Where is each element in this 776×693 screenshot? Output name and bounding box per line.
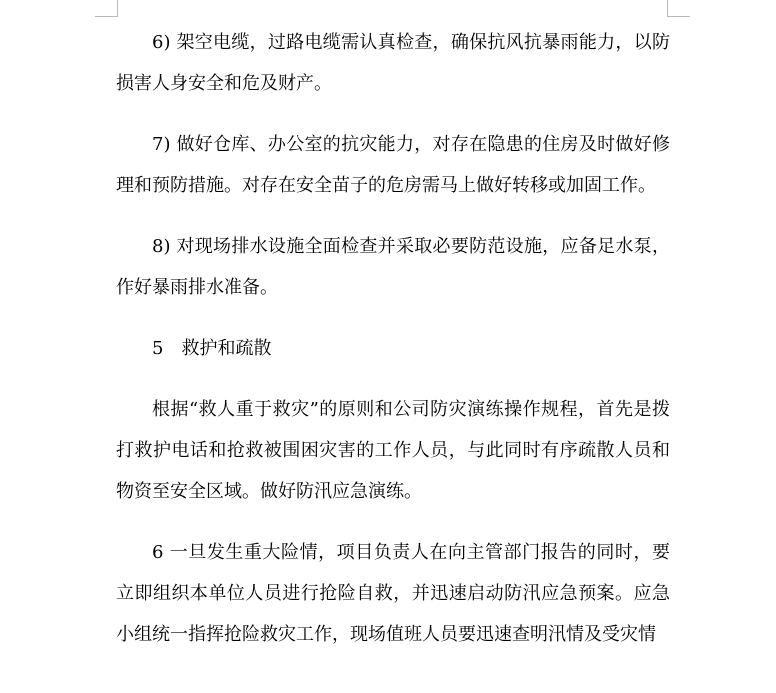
paragraph-spacing (116, 308, 670, 328)
paragraph-item-8: 8) 对现场排水设施全面检查并采取必要防范设施，应备足水泵，作好暴雨排水准备。 (116, 236, 670, 298)
paragraph-major-danger: 6 一旦发生重大险情，项目负责人在向主管部门报告的同时，要立即组织本单位人员进行抢险自救，并迅速启动防汛应急预案。应急小组统一指挥抢险救灾工作，现场值班人员要迅速查明汛情及受灾情 (116, 542, 670, 645)
paragraph-spacing (116, 206, 670, 226)
page-corner-marker-top-left (95, 0, 118, 17)
paragraph-item-7: 7) 做好仓库、办公室的抗灾能力，对存在隐患的住房及时做好修理和预防措施。对存在安全苗子的危房需马上做好转移或加固工作。 (116, 134, 670, 196)
page-corner-marker-top-right (667, 0, 690, 17)
document-body (116, 22, 670, 655)
section-heading-rescue-evacuation: 5 救护和疏散 (152, 338, 272, 359)
paragraph-spacing (116, 104, 670, 124)
paragraph-spacing (116, 369, 670, 389)
paragraph-rescue-principle: 根据“救人重于救灾”的原则和公司防灾演练操作规程，首先是拨打救护电话和抢救被围困灾害的工作人员，与此同时有序疏散人员和物资至安全区域。做好防汛应急演练。 (116, 399, 670, 502)
paragraph-item-6: 6) 架空电缆，过路电缆需认真检查，确保抗风抗暴雨能力，以防损害人身安全和危及财产。 (116, 32, 670, 94)
paragraph-spacing (116, 512, 670, 532)
